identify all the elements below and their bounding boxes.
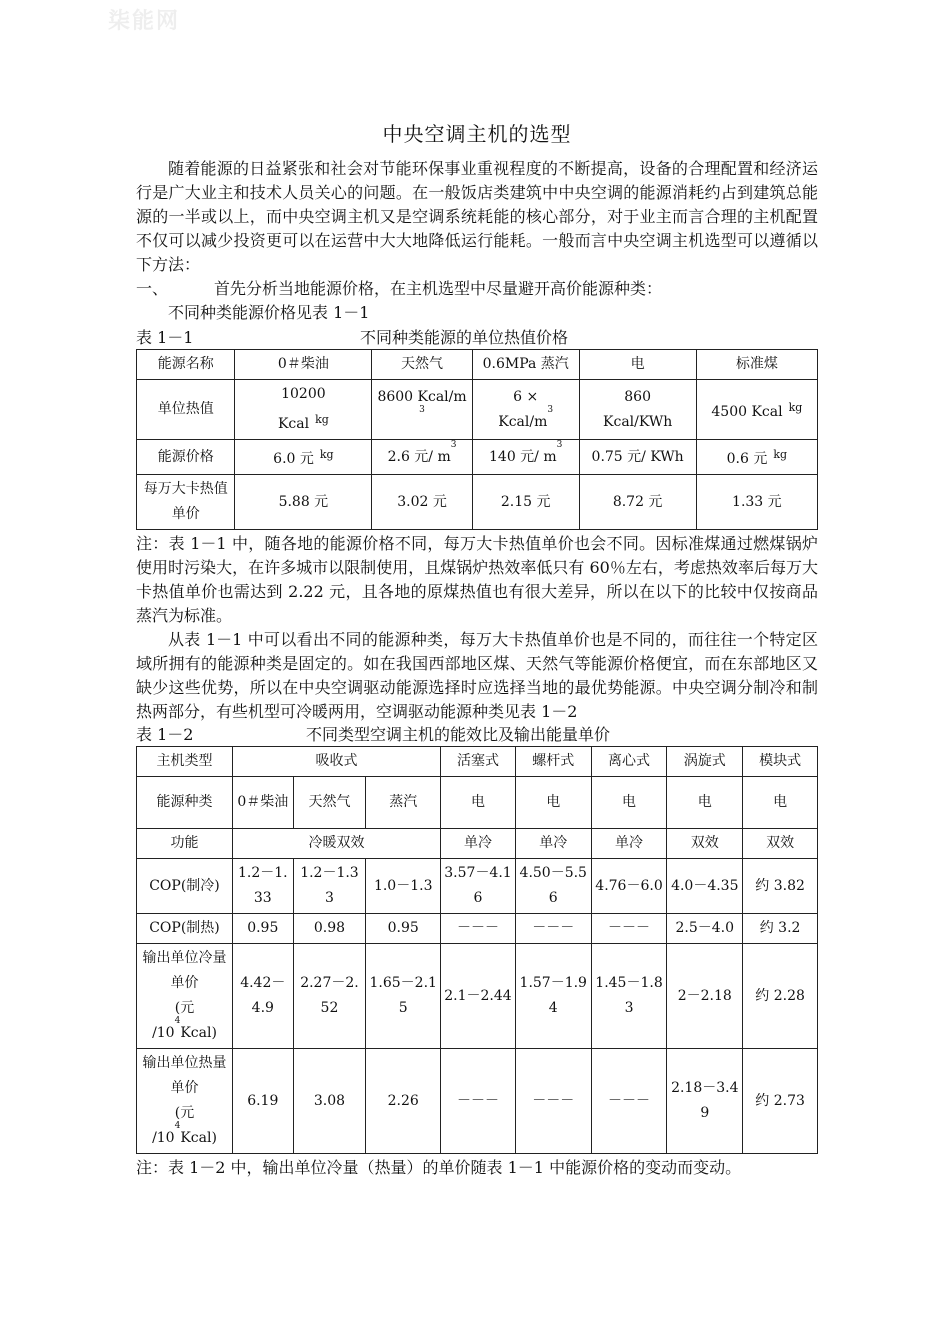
table-cell (579, 380, 696, 440)
table-cell: －－－ (441, 914, 516, 944)
table-cell: 单冷 (441, 829, 516, 859)
table-cell: 3.57－4.16 (441, 859, 516, 914)
table1-note: 注：表 1－1 中，随各地的能源价格不同，每万大卡热值单价也会不同。因标准煤通过燃煤锅炉使用时污染大，在许多城市以限制使用，且煤锅炉热效率低只有 60％左右，考虑热效率后每万大卡热值单价也需达到 2.22 元，且各地的原煤热值也有很大差异，所以在以下的比较中仅按商品蒸汽为标准。 (136, 534, 818, 625)
row-label: 能源种类 (137, 777, 233, 829)
header-cell: 模块式 (743, 747, 818, 777)
table-cell (696, 440, 817, 475)
paragraph-2: 从表 1－1 中可以看出不同的能源种类，每万大卡热值单价也是不同的，而往往一个特定区域所拥有的能源种类是固定的。如在我国西部地区煤、天然气等能源价格便宜，而在东部地区又缺少这些优势，所以在中央空调驱动能源选择时应选择当地的最优势能源。中央空调分制冷和制热两部分，有些机型可冷暖两用，空调驱动能源种类见表 1－2 (136, 630, 818, 721)
table-cell: －－－ (591, 914, 667, 944)
table-cell: 2.27－2.52 (293, 944, 366, 1049)
cell-text: 8600 Kcal/m (377, 388, 467, 405)
header-cell: 涡旋式 (667, 747, 743, 777)
intro-paragraph: 随着能源的日益紧张和社会对节能环保事业重视程度的不断提高，设备的合理配置和经济运行是广大业主和技术人员关心的问题。在一般饭店类建筑中中央空调的能源消耗约占到建筑总能源的一半或以上，而中央空调主机又是空调系统耗能的核心部分，对于业主而言合理的主机配置不仅可以减少投资更可以在运营中大大地降低运行能耗。一般而言中央空调主机选型可以遵循以下方法： (136, 159, 818, 274)
table1-title: 不同种类能源的单位热值价格 (360, 328, 569, 347)
cell-line: 10200 (281, 386, 326, 402)
table-cell (472, 380, 579, 440)
table-header-row (137, 747, 818, 777)
table-cell: 2.26 (366, 1049, 441, 1154)
unit-text: kg (315, 413, 329, 426)
energy-price-table (136, 349, 818, 530)
table-cell (235, 440, 372, 475)
cell-line: 860 (624, 388, 651, 405)
table1-id: 表 1－1 (136, 328, 194, 347)
table-cell: 0.98 (293, 914, 366, 944)
table-cell: 0＃柴油 (232, 777, 293, 829)
header-cell: 螺杆式 (515, 747, 591, 777)
unit-text: kg (773, 448, 788, 461)
chiller-efficiency-table (136, 746, 818, 1154)
table-row (137, 914, 818, 944)
header-cell: 电 (579, 350, 696, 380)
superscript: 4 (174, 1121, 181, 1131)
header-cell: 0＃柴油 (235, 350, 372, 380)
table-row (137, 475, 818, 530)
table-cell: 4.42－4.9 (232, 944, 293, 1049)
table-cell: 蒸汽 (366, 777, 441, 829)
superscript: 4 (174, 1016, 181, 1026)
table-cell: 4.76－6.0 (591, 859, 667, 914)
watermark: 柒能网 (108, 8, 181, 34)
superscript: 3 (547, 404, 554, 415)
superscript: 3 (419, 404, 425, 415)
table-cell: 冷暖双效 (232, 829, 440, 859)
table-cell: 0.95 (232, 914, 293, 944)
table-cell: 0.75 元/ KWh (579, 440, 696, 475)
row-label (137, 944, 233, 1049)
cell-text: Kcal/m (498, 413, 548, 430)
table-cell: 2.5－4.0 (667, 914, 743, 944)
page-title: 中央空调主机的选型 (382, 122, 572, 146)
table-row (137, 440, 818, 475)
table-cell: 1.2－1.33 (232, 859, 293, 914)
row-label: 单位热值 (137, 380, 235, 440)
table2-caption (136, 724, 818, 746)
table-row (137, 380, 818, 440)
table-cell: 约 2.73 (743, 1049, 818, 1154)
table-cell: 2.15 元 (472, 475, 579, 530)
label-text: Kcal) (180, 1025, 217, 1041)
table-cell: 2.1－2.44 (441, 944, 516, 1049)
label-text: Kcal) (180, 1130, 217, 1146)
row-label: 每万大卡热值单价 (137, 475, 235, 530)
header-cell: 吸收式 (232, 747, 440, 777)
table-cell: 单冷 (591, 829, 667, 859)
cell-text: 6.0 元 (273, 451, 314, 467)
table-row (137, 944, 818, 1049)
table-cell: 4.50－5.56 (515, 859, 591, 914)
table-cell (372, 380, 473, 440)
table-cell: 电 (743, 777, 818, 829)
superscript: 3 (556, 439, 563, 450)
table1-caption (136, 327, 818, 349)
label-text: (元 (174, 1000, 195, 1016)
cell-line: 6 × (513, 388, 539, 405)
table-cell: 1.45－1.83 (591, 944, 667, 1049)
table-row (137, 859, 818, 914)
table-cell: －－－ (441, 1049, 516, 1154)
row-label (137, 1049, 233, 1154)
table-cell: 约 3.82 (743, 859, 818, 914)
table-cell: 约 3.2 (743, 914, 818, 944)
table-cell: －－－ (515, 1049, 591, 1154)
cell-line (476, 404, 576, 435)
table-cell: 5.88 元 (235, 475, 372, 530)
section-heading-1 (136, 277, 818, 301)
table1-reference: 不同种类能源价格见表 1－1 (168, 303, 370, 322)
header-cell: 0.6MPa 蒸汽 (472, 350, 579, 380)
label-text: /10 (152, 1025, 175, 1041)
section-number: 一、 (136, 279, 169, 298)
cell-line: Kcal/KWh (603, 413, 673, 430)
section-text: 首先分析当地能源价格，在主机选型中尽量避开高价能源种类： (214, 279, 663, 298)
document-page (136, 118, 818, 1180)
table-cell: 8.72 元 (579, 475, 696, 530)
header-cell: 活塞式 (441, 747, 516, 777)
table-cell: 电 (591, 777, 667, 829)
table-cell: 3.02 元 (372, 475, 473, 530)
table-cell: 2.18－3.49 (667, 1049, 743, 1154)
table-cell (472, 440, 579, 475)
table-cell: 双效 (667, 829, 743, 859)
cell-text: 0.6 元 (726, 451, 768, 467)
table-cell: 1.65－2.15 (366, 944, 441, 1049)
row-label: 能源价格 (137, 440, 235, 475)
header-cell: 标准煤 (696, 350, 817, 380)
unit-text: kg (319, 448, 334, 461)
cell-text: 4500 Kcal (711, 403, 783, 420)
table-cell: 单冷 (515, 829, 591, 859)
table-cell: 双效 (743, 829, 818, 859)
table2-id: 表 1－2 (136, 725, 194, 744)
table-cell: 天然气 (293, 777, 366, 829)
table-cell: 1.2－1.33 (293, 859, 366, 914)
cell-text: Kcal (277, 416, 310, 432)
table-row (137, 829, 818, 859)
header-cell: 能源名称 (137, 350, 235, 380)
cell-line (238, 407, 368, 437)
label-text: /10 (152, 1130, 175, 1146)
table-cell: 0.95 (366, 914, 441, 944)
superscript: 3 (450, 439, 457, 450)
table-cell: 电 (515, 777, 591, 829)
table-cell: 电 (667, 777, 743, 829)
table-cell: 6.19 (232, 1049, 293, 1154)
table-cell: 2－2.18 (667, 944, 743, 1049)
label-text: 输出单位热量单价 (142, 1055, 227, 1096)
table-cell (372, 440, 473, 475)
table-cell: 3.08 (293, 1049, 366, 1154)
table-row (137, 777, 818, 829)
table-cell (235, 380, 372, 440)
table-cell: 1.0－1.3 (366, 859, 441, 914)
table-cell: －－－ (515, 914, 591, 944)
cell-text: 2.6 元/ m (387, 448, 451, 465)
table-cell: 约 2.28 (743, 944, 818, 1049)
row-label: COP(制热) (137, 914, 233, 944)
table-cell (696, 380, 817, 440)
table-cell: 电 (441, 777, 516, 829)
table-cell: －－－ (591, 1049, 667, 1154)
header-cell: 天然气 (372, 350, 473, 380)
table-cell: 4.0－4.35 (667, 859, 743, 914)
header-cell: 离心式 (591, 747, 667, 777)
row-label: COP(制冷) (137, 859, 233, 914)
header-cell: 主机类型 (137, 747, 233, 777)
cell-text: 140 元/ m (489, 448, 557, 465)
table-row (137, 1049, 818, 1154)
table2-note: 注：表 1－2 中，输出单位冷量（热量）的单价随表 1－1 中能源价格的变动而变动。 (136, 1158, 742, 1177)
label-text: 输出单位冷量单价 (142, 950, 227, 991)
table2-title: 不同类型空调主机的能效比及输出能量单价 (306, 725, 611, 744)
row-label: 功能 (137, 829, 233, 859)
table-header-row (137, 350, 818, 380)
label-text: (元 (174, 1105, 195, 1121)
table-cell: 1.33 元 (696, 475, 817, 530)
unit-text: kg (788, 400, 803, 414)
table-cell: 1.57－1.94 (515, 944, 591, 1049)
